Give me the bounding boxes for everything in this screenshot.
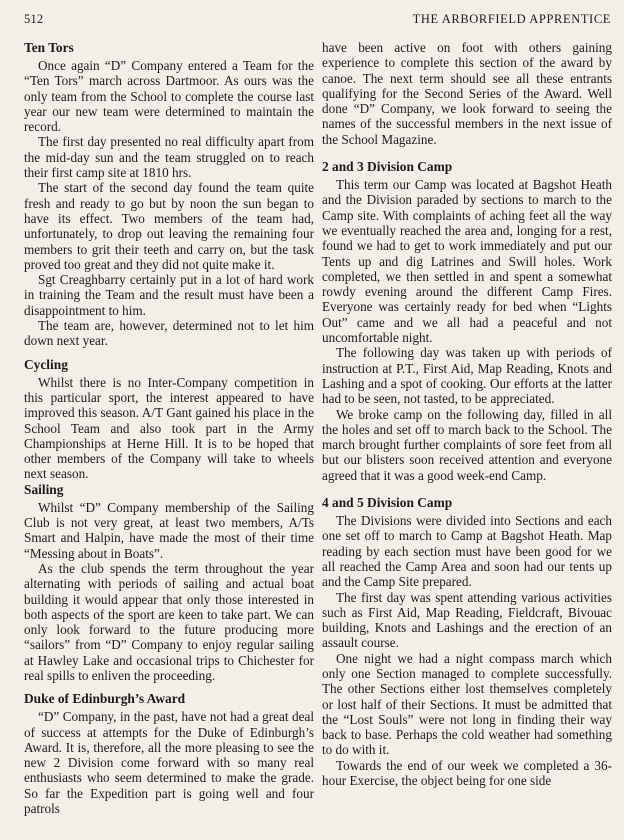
paragraph: “D” Company, in the past, have not had a great deal of success at attempts for the Duke of Edinburgh’s Award. It is, therefore, all the more pleasing to see the new 2 Division come forward with so many real enthusiasts who seem determined to make the grade. So far the Expedition part is going well and four patrols [24,709,314,817]
paragraph: One night we had a night compass march which only one Section managed to complete successfully. The other Sections either lost themselves completely or lost half of their Sections. It must be admitted that the “Lost Souls” were not long in finding their way back to base. Perhaps the cold weather had something to do with it. [322,650,612,758]
section-heading: Sailing [24,481,64,497]
paragraph: The start of the second day found the team quite fresh and ready to go but by noon the sun began to have its effect. Two members of the team had, unfortunately, to drop out leaving the remaining four members to grit their teeth and carry on, but the task proved too great and they did not quite make it. [24,180,314,272]
page-header [24,12,611,28]
paragraph: As the club spends the term throughout the year alternating with periods of sailing and actual boat building it would appear that only those interested in both aspects of the sport are keen to take part. We can only look forward to the future producing more “sailors” from “D” Company to enjoy regular sailing at Hawley Lake and occasional trips to Chichester for real spills to enliven the proceeding. [24,560,314,683]
paragraph-continued: have been active on foot with others gaining experience to complete this section of the award by canoe. The next term should see all these entrants qualifying for the Second Series of the Award. Well done “D” Company, we look forward to seeing the names of the successful members in the next issue of the School Magazine. [322,40,612,147]
division-2-3-camp-section [322,159,612,483]
section-heading: Ten Tors [24,40,74,55]
section-heading: Cycling [24,356,68,372]
paragraph: Towards the end of our week we completed a 36-hour Exercise, the object being for one side [322,757,612,789]
section-heading: 4 and 5 Division Camp [322,495,453,511]
paragraph: Whilst “D” Company membership of the Sailing Club is not very great, at least two members, A/Ts Smart and Halpin, have made the most of their time “Messing about in Boats”. [24,499,314,561]
section-heading: 2 and 3 Division Camp [322,159,453,175]
paragraph: The first day was spent attending various activities such as First Aid, Map Reading, Fieldcraft, Bivouac building, Knots and Lashings and the erection of an assault course. [322,589,612,651]
running-title: THE ARBORFIELD APPRENTICE [412,12,611,26]
paragraph: This term our Camp was located at Bagshot Heath and the Division paraded by sections to march to the Camp site. With complaints of aching feet all the way we eventually reached the area and, longing for a rest, found we had to get to work immediately and put our Tents up and dig Latrines and Swill holes. Work completed, we then settled in and spent a somewhat rowdy evening around the different Camp Fires. Everyone was certainly ready for bed when “Lights Out” came and we all had a peaceful and not uncomfortable night. [322,177,612,346]
paragraph: Once again “D” Company entered a Team for the “Ten Tors” march across Dartmoor. As ours was the only team from the School to complete the course last year our new team were determined to maintain the record. [24,58,314,135]
paragraph: The following day was taken up with periods of instruction at P.T., First Aid, Map Reading, Knots and Lashing and a spot of cooking. Our efforts at the latter had to be seen, not tasted, to be appreciated. [322,345,612,407]
division-4-5-camp-section [322,495,612,788]
right-column [322,40,612,788]
paragraph: The Divisions were divided into Sections and each one set off to march to Camp at Bagshot Heath. Map reading by each section must have been good for we all reached the Camp Area and soon had our tents up and the Camp Site prepared. [322,513,612,590]
page-number: 512 [24,12,44,26]
cycling-section [24,357,314,482]
section-heading: Duke of Edinburgh’s Award [24,691,186,707]
paragraph: Whilst there is no Inter-Company competition in this particular sport, the interest appeared to have improved this season. A/T Gant gained his place in the School Team and also took part in the Army Championships at Herne Hill. It is to be hoped that other members of the Company will take to wheels next season. [24,374,314,482]
sailing-section [24,482,314,684]
left-column [24,40,314,816]
paragraph: The team are, however, determined not to let him down next year. [24,318,314,349]
paragraph: We broke camp on the following day, filled in all the holes and set off to march back to the School. The march brought further complaints of sore feet from all but our blisters soon received attention and everyone agreed that it was a good week-end Camp. [322,406,612,483]
duke-of-edinburgh-section [24,691,314,816]
paragraph: The first day presented no real difficulty apart from the mid-day sun and the team struggled on to reach their first camp site at 1810 hrs. [24,134,314,181]
ten-tors-section [24,40,314,349]
paragraph: Sgt Creaghbarry certainly put in a lot of hard work in training the Team and the result must have been a disappointment to him. [24,272,314,318]
